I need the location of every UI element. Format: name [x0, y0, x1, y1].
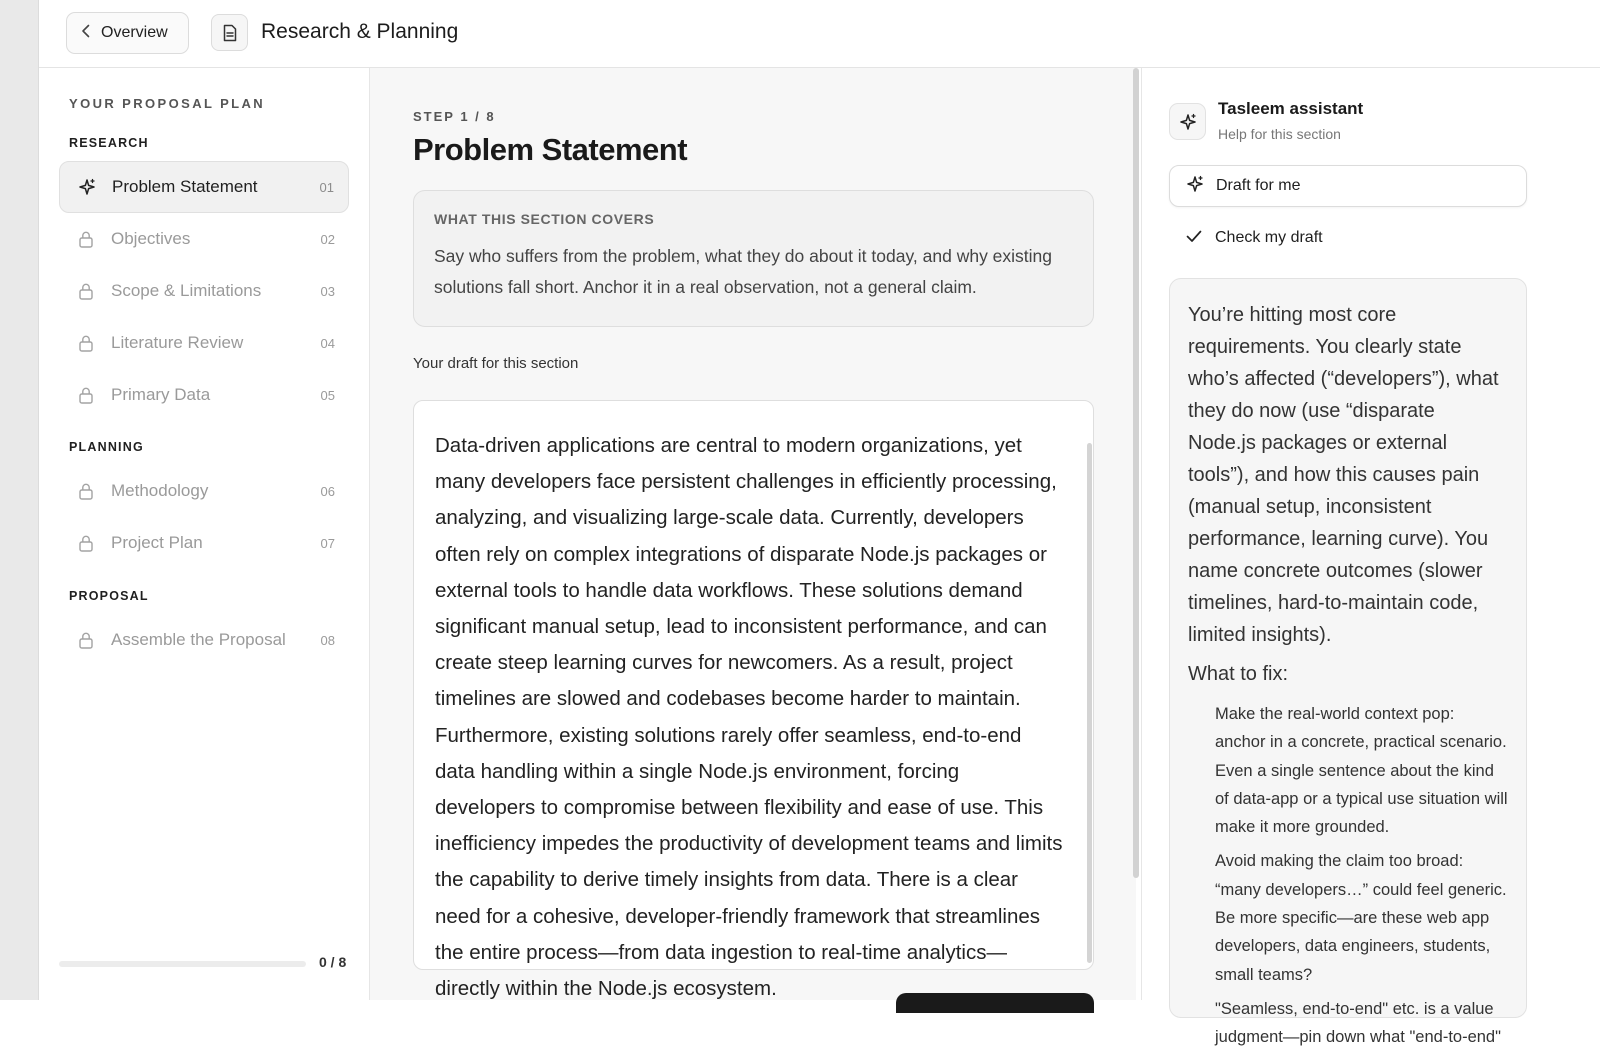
sidebar-item-literature-review[interactable]: [59, 317, 349, 369]
lock-icon: [77, 230, 95, 248]
sidebar-item-number: 08: [320, 632, 335, 648]
plan-progress-text: 0 / 8: [319, 954, 347, 970]
guidance-label: WHAT THIS SECTION COVERS: [434, 211, 655, 227]
lock-icon: [77, 282, 95, 300]
sidebar-item-objectives[interactable]: [59, 213, 349, 265]
assistant-panel: [1141, 68, 1600, 1047]
sidebar-item-number: 07: [320, 535, 335, 551]
lock-icon: [77, 482, 95, 500]
step-indicator: STEP 1 / 8: [413, 109, 496, 124]
proposal-plan-sidebar: [39, 68, 370, 1000]
assistant-name: Tasleem assistant: [1218, 99, 1364, 118]
top-bar: [39, 0, 1600, 68]
section-editor: [370, 68, 1136, 1000]
group-label-research: RESEARCH: [69, 136, 149, 150]
draft-text: Data-driven applications are central to modern organizations, yet many developers face persistent challenges in efficiently processing, analyzing, and visualizing large-scale data. Currently, developers often rely on complex integrations of disparate Node.js packages or external tools to handle data workflows. These solutions demand significant manual setup, lead to inconsistent performance, and can create steep learning curves for newcomers. As a result, project timelines are slowed and codebases become harder to maintain. Furthermore, existing solutions rarely offer seamless, end-to-end data handling within a single Node.js environment, forcing developers to compromise between flexibility and ease of use. This inefficiency impedes the productivity of development teams and limits the capability to derive timely insights from data. There is a clear need for a cohesive, developer-friendly framework that streamlines the entire process—from data ingestion to real-time analytics—directly within the Node.js ecosystem.: [435, 434, 1063, 1001]
sparkle-icon: [1186, 175, 1204, 198]
section-title: Problem Statement: [413, 132, 688, 167]
sidebar-item-label: Project Plan: [111, 533, 203, 552]
sidebar-item-label: Primary Data: [111, 385, 211, 404]
sidebar-item-label: Scope & Limitations: [111, 281, 262, 300]
lock-icon: [77, 334, 95, 352]
plan-progress-bar: [59, 961, 306, 967]
check-my-draft-label: Check my draft: [1215, 229, 1323, 246]
sidebar-item-number: 06: [320, 483, 335, 499]
section-guidance-box: [413, 190, 1094, 327]
plan-heading: YOUR PROPOSAL PLAN: [69, 96, 266, 111]
draft-label: Your draft for this section: [413, 355, 579, 372]
sidebar-item-number: 03: [320, 283, 335, 299]
lock-icon: [77, 631, 95, 649]
list-item: "Seamless, end-to-end" etc. is a value judgment—pin down what "end-to-end": [1215, 999, 1501, 1047]
lock-icon: [77, 386, 95, 404]
primary-action-button[interactable]: [896, 993, 1094, 1013]
group-label-planning: PLANNING: [69, 440, 144, 454]
list-item: Make the real-world context pop: anchor in a concrete, practical scenario. Even a single sentence about the kind of data-app or a typical use situation will make it more grounded.: [1215, 705, 1508, 837]
check-my-draft-button[interactable]: [1169, 217, 1527, 259]
sidebar-item-label: Literature Review: [111, 333, 244, 352]
sparkle-icon: [1169, 103, 1206, 140]
draft-for-me-label: Draft for me: [1216, 177, 1301, 194]
sidebar-item-number: 02: [320, 231, 335, 247]
sidebar-item-number: 05: [320, 387, 335, 403]
sidebar-item-scope-limitations[interactable]: [59, 265, 349, 317]
check-icon: [1185, 227, 1203, 250]
group-label-proposal: PROPOSAL: [69, 589, 149, 603]
sidebar-item-project-plan[interactable]: [59, 517, 349, 569]
sidebar-item-label: Objectives: [111, 229, 191, 248]
feedback-fix-list: [1188, 700, 1508, 1052]
document-icon: [211, 14, 248, 51]
sparkle-icon: [78, 178, 96, 196]
draft-for-me-button[interactable]: [1169, 165, 1527, 207]
sidebar-item-label: Methodology: [111, 481, 209, 500]
guidance-text: Say who suffers from the problem, what they do about it today, and why existing solutions fall short. Anchor it in a real observation, not a general claim.: [434, 246, 1053, 297]
sidebar-item-primary-data[interactable]: [59, 369, 349, 421]
sidebar-item-methodology[interactable]: [59, 465, 349, 517]
list-item: Avoid making the claim too broad: “many developers…” could feel generic. Be more specific—are these web app developers, data engineers, students, small teams?: [1215, 852, 1507, 984]
main-scrollbar[interactable]: [1133, 68, 1139, 878]
sidebar-item-number: 04: [320, 335, 335, 351]
sidebar-item-problem-statement[interactable]: [59, 161, 349, 213]
draft-textarea[interactable]: [413, 400, 1094, 1001]
feedback-fix-heading: What to fix:: [1188, 663, 1289, 685]
sidebar-item-assemble-proposal[interactable]: [59, 614, 349, 666]
overview-back-label: Overview: [101, 24, 168, 41]
chevron-left-icon: [81, 24, 91, 43]
feedback-summary: You’re hitting most core requirements. You clearly state who’s affected (“developers”), what they do now (use “disparate Node.js packages or external tools”), and how this causes pain (manual setup, inconsistent performance, learning curve). You name concrete outcomes (slower timelines, hard-to-maintain code, limited insights).: [1188, 304, 1499, 646]
sidebar-item-number: 01: [319, 179, 334, 195]
sidebar-item-label: Problem Statement: [112, 177, 258, 196]
assistant-subtitle: Help for this section: [1218, 126, 1341, 142]
overview-back-button[interactable]: [66, 12, 189, 54]
app-left-rail: [0, 0, 39, 1000]
sidebar-item-label: Assemble the Proposal: [111, 630, 286, 649]
draft-scrollbar[interactable]: [1087, 443, 1092, 963]
assistant-feedback: [1169, 278, 1527, 1047]
page-title: Research & Planning: [261, 20, 459, 43]
lock-icon: [77, 534, 95, 552]
